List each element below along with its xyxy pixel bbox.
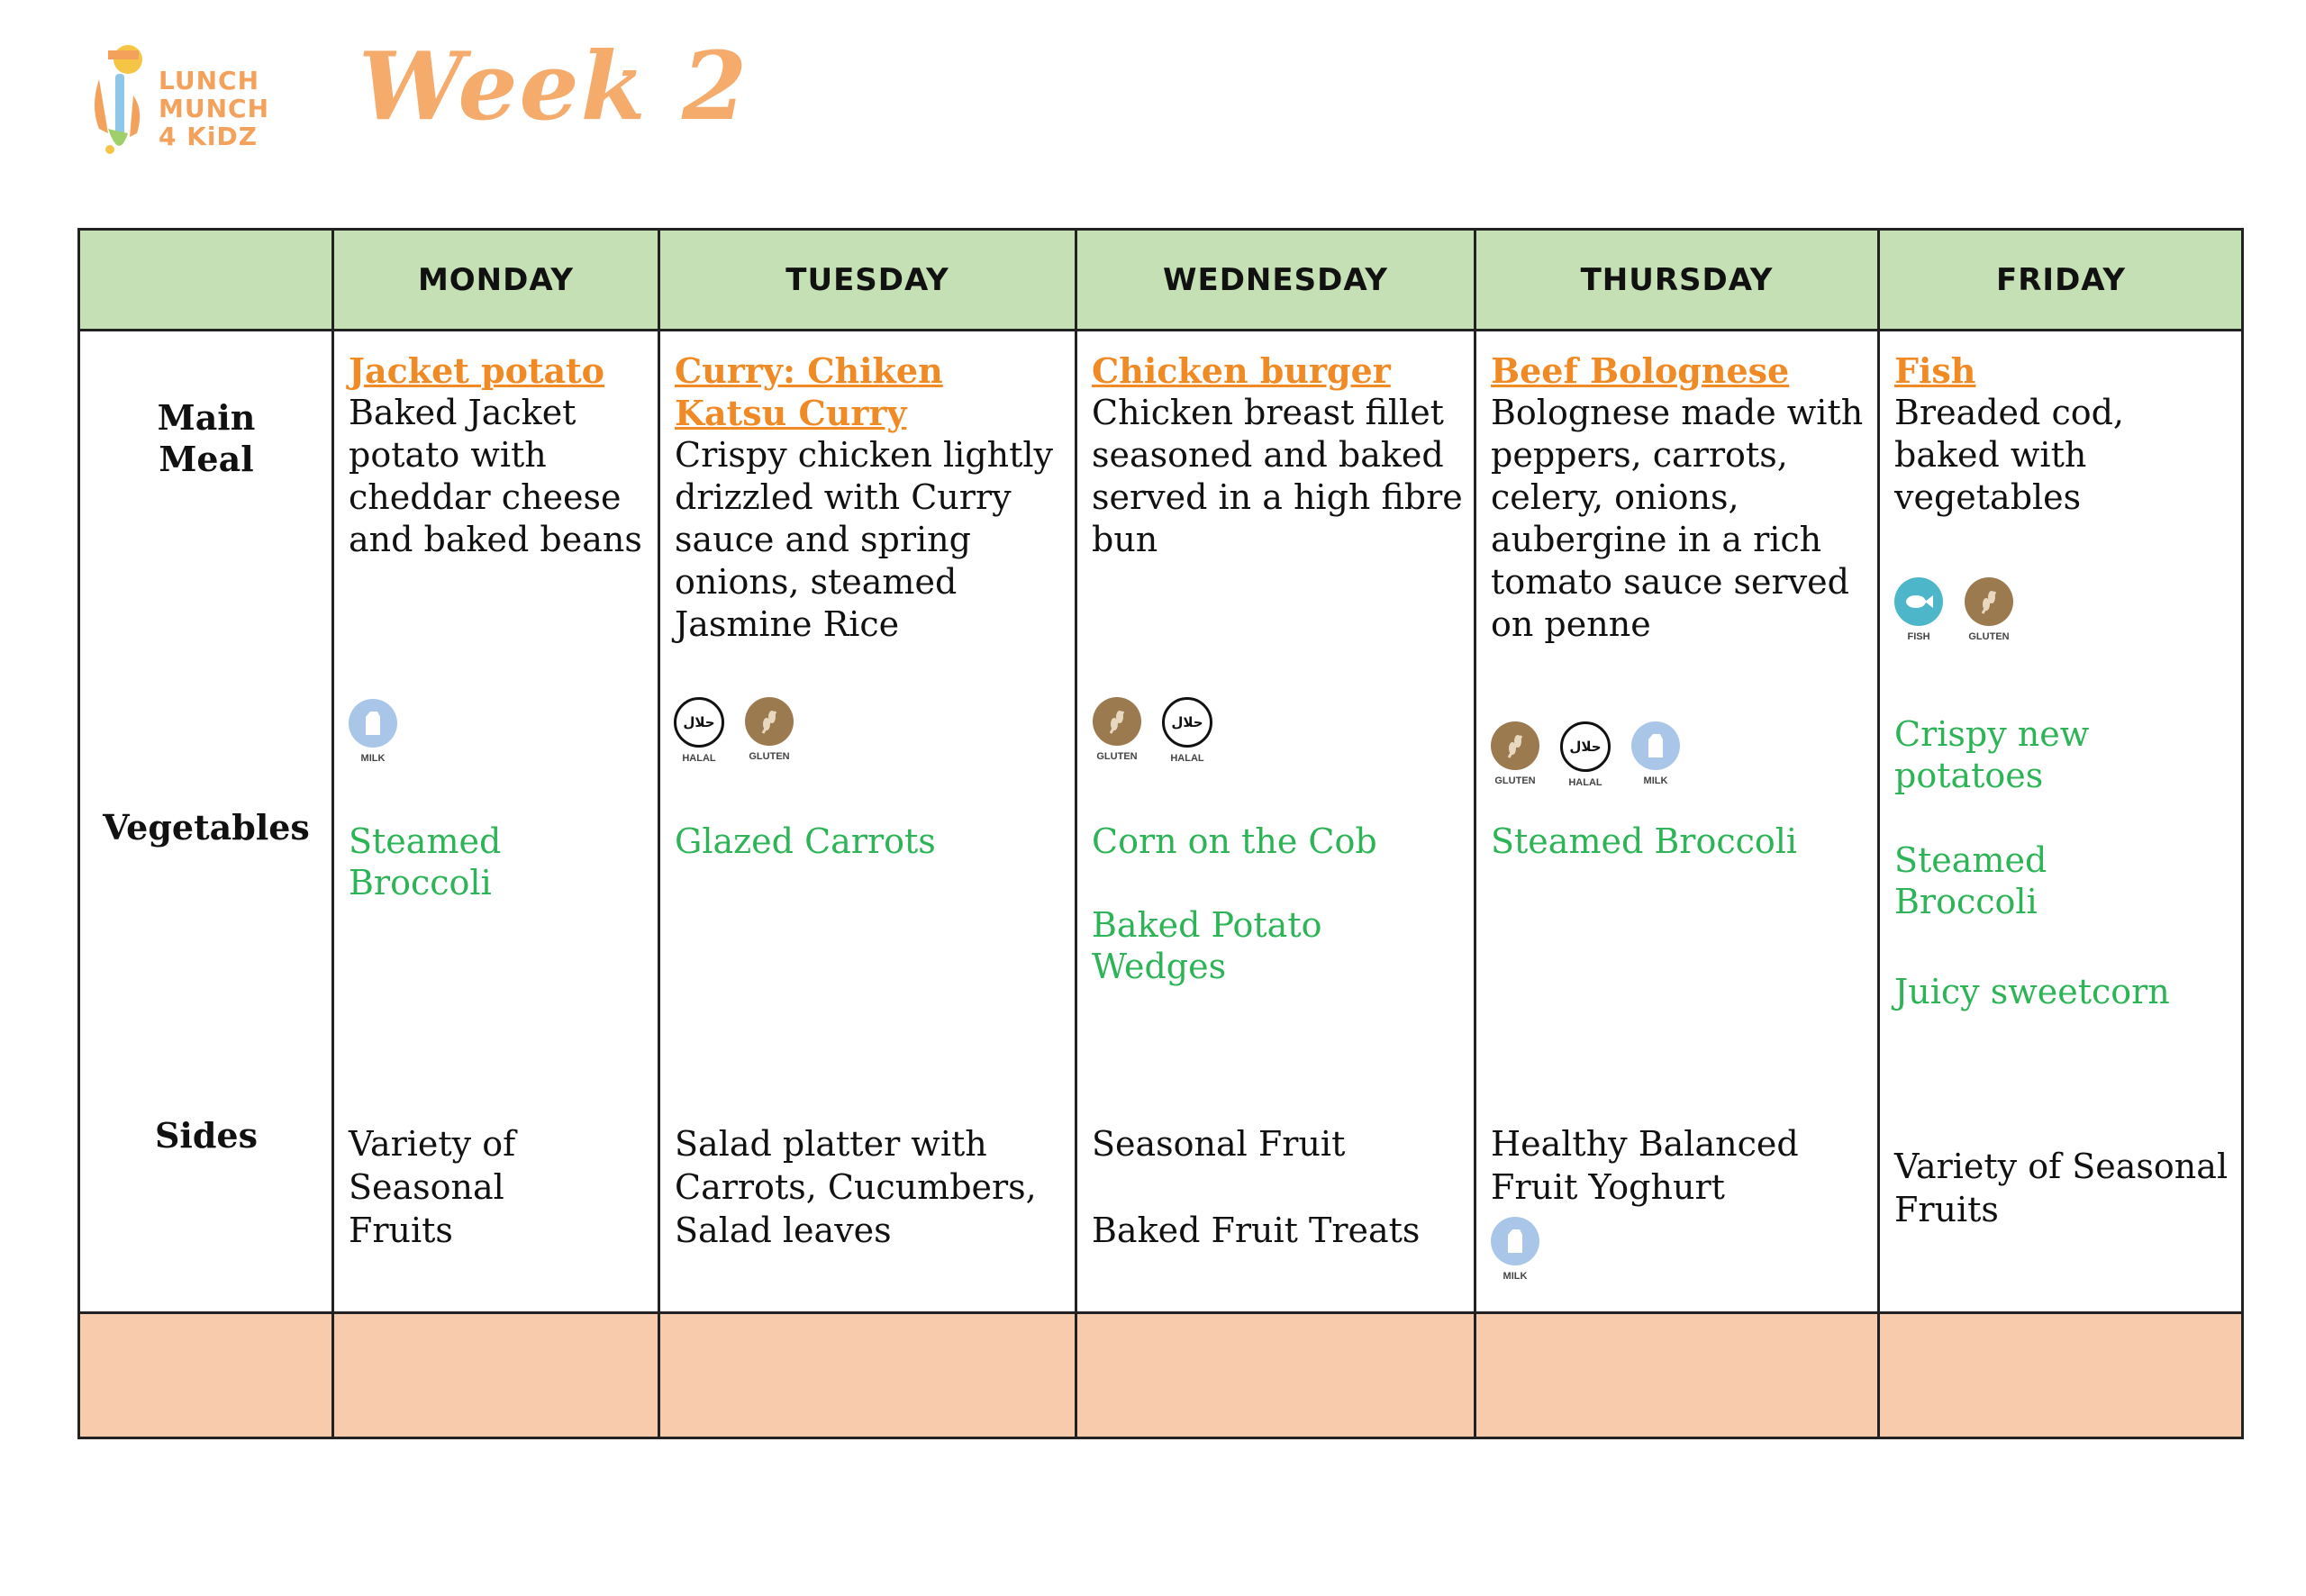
- dish-description: Bolognese made with peppers, carrots, celery, onions, aubergine in a rich tomato sauce served on penne: [1491, 393, 1864, 644]
- allergen-label: GLUTEN: [1968, 631, 2010, 642]
- row-label-sides: Sides: [154, 1115, 259, 1156]
- milk-icon: [1630, 721, 1682, 788]
- allergen-label: FISH: [1907, 631, 1930, 642]
- vegetables-friday-2: Steamed Broccoli: [1894, 840, 2047, 921]
- allergen-label: GLUTEN: [1096, 751, 1138, 762]
- allergen-label: MILK: [360, 753, 386, 764]
- dish-title: Jacket potato: [349, 350, 605, 391]
- dish-title: Beef Bolognese: [1491, 350, 1790, 391]
- dish-title: Fish: [1894, 350, 1976, 391]
- allergen-icons-sides-thursday: [1489, 1217, 1541, 1282]
- milk-icon: [1489, 1217, 1541, 1282]
- day-header-friday: FRIDAY: [1996, 261, 2126, 298]
- column-divider: [1877, 231, 1880, 1437]
- column-divider: [1474, 231, 1476, 1437]
- allergen-icons-thursday: [1489, 721, 1682, 788]
- allergen-icons-friday: [1893, 577, 2015, 642]
- sides-wednesday-1: Seasonal Fruit: [1092, 1124, 1346, 1164]
- main-meal-wednesday: [1092, 349, 1466, 561]
- sides-monday: Variety of Seasonal Fruits: [349, 1124, 516, 1250]
- logo-line: 4 KiDZ: [159, 122, 259, 151]
- row-label-vegetables: Vegetables: [103, 807, 310, 848]
- vegetables-wednesday-1: Corn on the Cob: [1092, 821, 1377, 861]
- milk-icon: [347, 699, 399, 764]
- fish-icon: [1893, 577, 1945, 642]
- table-footer-row: [80, 1311, 2241, 1437]
- dish-description: Breaded cod, baked with vegetables: [1894, 393, 2125, 517]
- halal-icon: حلال HALAL: [1559, 721, 1611, 788]
- allergen-icons-tuesday: [673, 697, 795, 764]
- logo: [72, 43, 297, 169]
- allergen-label: HALAL: [1170, 753, 1204, 764]
- logo-line: MUNCH: [159, 94, 270, 123]
- halal-icon: حلال HALAL: [673, 697, 725, 764]
- main-meal-tuesday: [675, 349, 1067, 646]
- menu-table: [77, 228, 2244, 1439]
- vegetables-tuesday: Glazed Carrots: [675, 821, 936, 861]
- column-divider: [658, 231, 660, 1437]
- gluten-icon: [1963, 577, 2015, 642]
- allergen-label: HALAL: [1568, 777, 1602, 788]
- gluten-icon: [743, 697, 795, 764]
- dish-title: Curry: Chiken Katsu Curry: [675, 350, 943, 433]
- main-meal-thursday: [1491, 349, 1869, 646]
- dish-description: Crispy chicken lightly drizzled with Curry sauce and spring onions, steamed Jasmine Rice: [675, 435, 1054, 644]
- sides-thursday: Healthy Balanced Fruit Yoghurt: [1491, 1124, 1799, 1207]
- gluten-icon: [1489, 721, 1541, 788]
- allergen-label: GLUTEN: [749, 751, 790, 762]
- halal-icon: حلال HALAL: [1161, 697, 1213, 764]
- week-title: Week 2: [359, 31, 749, 141]
- allergen-icons-wednesday: [1091, 697, 1213, 764]
- dish-description: Baked Jacket potato with cheddar cheese and baked beans: [349, 393, 642, 559]
- allergen-label: MILK: [1643, 775, 1668, 786]
- main-meal-friday: [1894, 349, 2237, 519]
- dish-title: Chicken burger: [1092, 350, 1391, 391]
- row-label-line: Meal: [159, 439, 254, 479]
- gluten-icon: [1091, 697, 1143, 764]
- row-label-line: Main: [157, 397, 256, 438]
- vegetables-friday-3: Juicy sweetcorn: [1894, 972, 2170, 1011]
- sides-tuesday: Salad platter with Carrots, Cucumbers, Salad leaves: [675, 1124, 1037, 1250]
- day-header-wednesday: WEDNESDAY: [1162, 261, 1389, 298]
- dish-description: Chicken breast fillet seasoned and baked served in a high fibre bun: [1092, 393, 1463, 559]
- day-header-tuesday: TUESDAY: [785, 261, 949, 298]
- logo-wordmark: [159, 67, 269, 150]
- allergen-icons-monday: [347, 699, 399, 764]
- sides-wednesday-2: Baked Fruit Treats: [1092, 1211, 1421, 1250]
- vegetables-wednesday-2: Baked Potato Wedges: [1092, 905, 1322, 986]
- fork-logo-icon: [72, 43, 162, 169]
- day-header-thursday: THURSDAY: [1580, 261, 1774, 298]
- vegetables-thursday: Steamed Broccoli: [1491, 821, 1798, 861]
- day-header-monday: MONDAY: [417, 261, 575, 298]
- allergen-label: MILK: [1503, 1271, 1528, 1282]
- allergen-label: GLUTEN: [1494, 775, 1536, 786]
- vegetables-friday-1: Crispy new potatoes: [1894, 714, 2090, 795]
- vegetables-monday: Steamed Broccoli: [349, 821, 502, 902]
- sides-friday: Variety of Seasonal Fruits: [1894, 1147, 2229, 1229]
- allergen-label: HALAL: [682, 753, 716, 764]
- column-divider: [1075, 231, 1077, 1437]
- logo-line: LUNCH: [159, 66, 259, 95]
- main-meal-monday: [349, 349, 650, 561]
- row-label-main-meal: [80, 397, 332, 480]
